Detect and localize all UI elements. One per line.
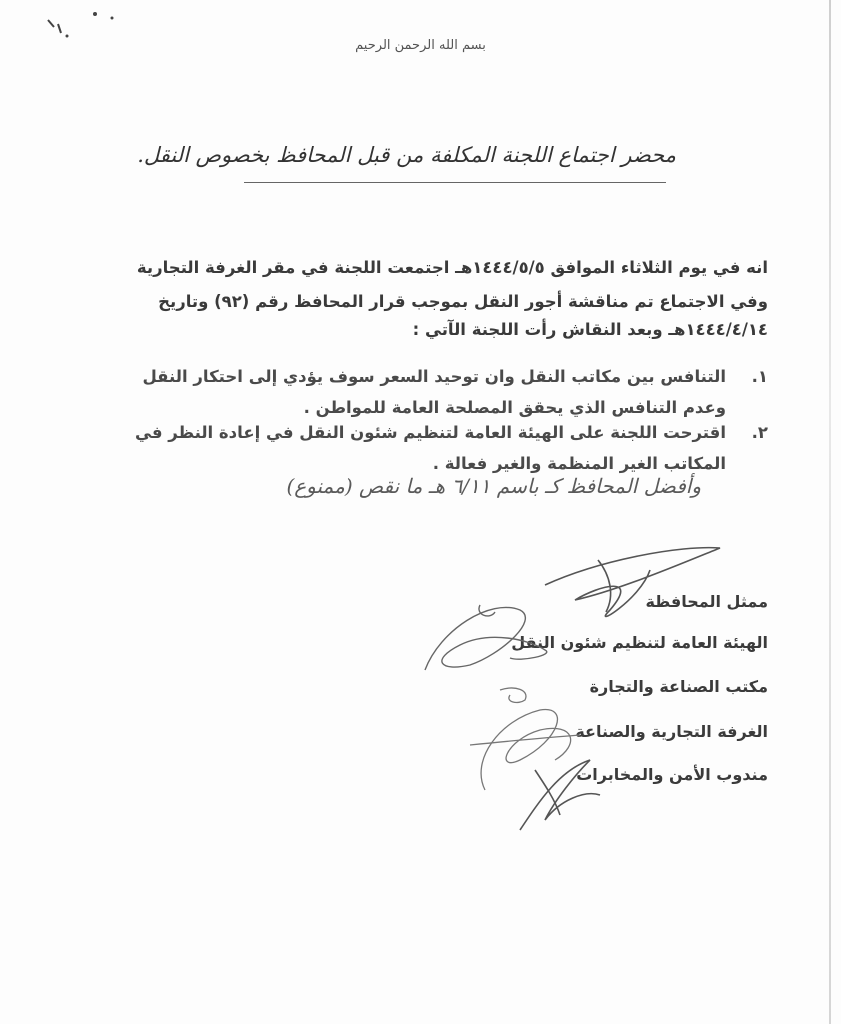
signatory-governorate: ممثل المحافظة	[645, 592, 768, 611]
signature-security	[520, 760, 600, 830]
signatory-security-intelligence: مندوب الأمن والمخابرات	[576, 765, 768, 784]
body-line-1: انه في يوم الثلاثاء الموافق ١٤٤٤/٥/٥هـ اجتمعت اللجنة في مقر الغرفة التجارية	[136, 258, 768, 277]
item-1-line-1: التنافس بين مكاتب النقل وان توحيد السعر سوف يؤدي إلى احتكار النقل	[142, 367, 726, 386]
signatory-industry-commerce-office: مكتب الصناعة والتجارة	[589, 677, 768, 696]
item-2-number: ٢.	[751, 423, 768, 442]
item-1-line-2: وعدم التنافس الذي يحقق المصلحة العامة للمواطن .	[303, 398, 726, 417]
signature-governorate	[545, 548, 720, 617]
signatory-transport-authority: الهيئة العامة لتنظيم شئون النقل	[511, 633, 768, 652]
item-1-number: ١.	[751, 367, 768, 386]
signature-chamber	[470, 710, 580, 790]
document-title: محضر اجتماع اللجنة المكلفة من قبل المحافظ بخصوص النقل.	[137, 143, 676, 167]
item-2-line-1: اقترحت اللجنة على الهيئة العامة لتنظيم شئون النقل في إعادة النظر في	[135, 423, 726, 442]
signature-transport-authority	[425, 605, 547, 670]
basmala: بسم الله الرحمن الرحيم	[355, 38, 486, 53]
body-line-3: ١٤٤٤/٤/١٤هـ وبعد النقاش رأت اللجنة الآتي :	[412, 320, 768, 339]
item-2-line-2: المكاتب الغير المنظمة والغير فعالة .	[432, 454, 726, 473]
signatory-chamber-of-commerce: الغرفة التجارية والصناعة	[575, 722, 768, 741]
signature-industry-office	[500, 688, 526, 702]
body-line-2: وفي الاجتماع تم مناقشة أجور النقل بموجب قرار المحافظ رقم (٩٢) وتاريخ	[158, 292, 768, 311]
handwritten-note: وأفضل المحافظ كـ باسم ٦/١١ هـ ما نقص (ممنوع)	[286, 474, 701, 498]
